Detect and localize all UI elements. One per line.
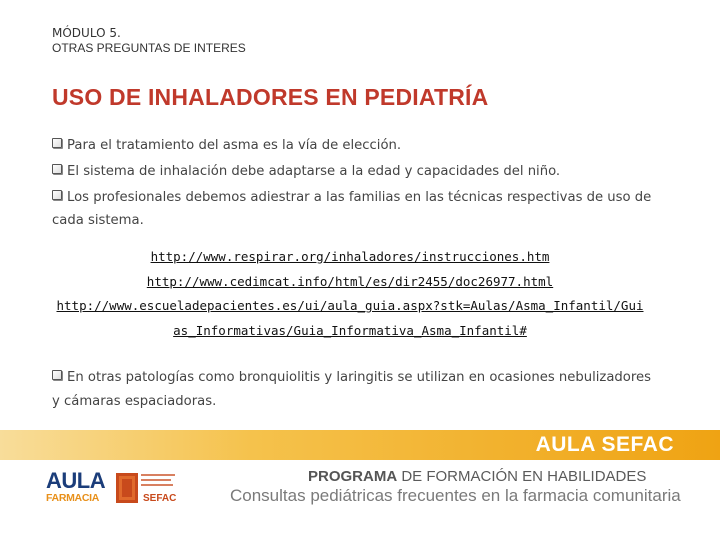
program-bold: PROGRAMA	[308, 468, 398, 485]
bullet-item	[52, 134, 652, 157]
bullet-item	[52, 186, 652, 232]
link-list	[52, 245, 648, 343]
link-cedimcat[interactable]: http://www.cedimcat.info/html/es/dir2455/doc26977.html	[146, 273, 554, 289]
program-subtitle: Consultas pediátricas frecuentes en la farmacia comunitaria	[230, 486, 681, 505]
program-rest: DE FORMACIÓN EN HABILIDADES	[397, 468, 647, 485]
bullet-item	[52, 160, 652, 183]
sefac-emblem-icon	[115, 471, 177, 505]
logo-aula-text: AULA	[46, 468, 106, 493]
bullet-list	[52, 134, 652, 232]
checkbox-bullet-icon	[52, 190, 62, 200]
bullet-text: En otras patologías como bronquiolitis y laringitis se utilizan en ocasiones nebulizadores y cámaras espaciadoras.	[52, 370, 651, 409]
bullet-item	[52, 366, 652, 414]
sefac-label: SEFAC	[143, 493, 177, 504]
bullet-text: El sistema de inhalación debe adaptarse a la edad y capacidades del niño.	[67, 164, 561, 179]
program-title	[308, 468, 646, 485]
sefac-logo	[115, 471, 177, 505]
link-respirar[interactable]: http://www.respirar.org/inhaladores/instrucciones.htm	[150, 249, 550, 264]
banner-title: AULA SEFAC	[535, 433, 674, 456]
logo-farmacia-text: FARMACIA	[46, 492, 100, 504]
checkbox-bullet-icon	[52, 164, 62, 174]
link-escuela-line2[interactable]: as_Informativas/Guia_Informativa_Asma_Infantil#	[173, 322, 527, 338]
checkbox-bullet-icon	[52, 370, 62, 380]
module-subtitle: OTRAS PREGUNTAS DE INTERES	[52, 41, 246, 55]
bullet-text: Para el tratamiento del asma es la vía de elección.	[67, 138, 402, 153]
bullet-text: Los profesionales debemos adiestrar a las familias en las técnicas respectivas de uso de cada sistema.	[52, 190, 652, 228]
footer-banner	[0, 430, 720, 460]
checkbox-bullet-icon	[52, 138, 62, 148]
page-title: USO DE INHALADORES EN PEDIATRÍA	[52, 84, 489, 110]
aula-farmacia-logo	[46, 470, 106, 506]
link-escuela-line1[interactable]: http://www.escueladepacientes.es/ui/aula_guia.aspx?stk=Aulas/Asma_Infantil/Gui	[56, 298, 644, 313]
module-title: MÓDULO 5.	[52, 26, 121, 40]
